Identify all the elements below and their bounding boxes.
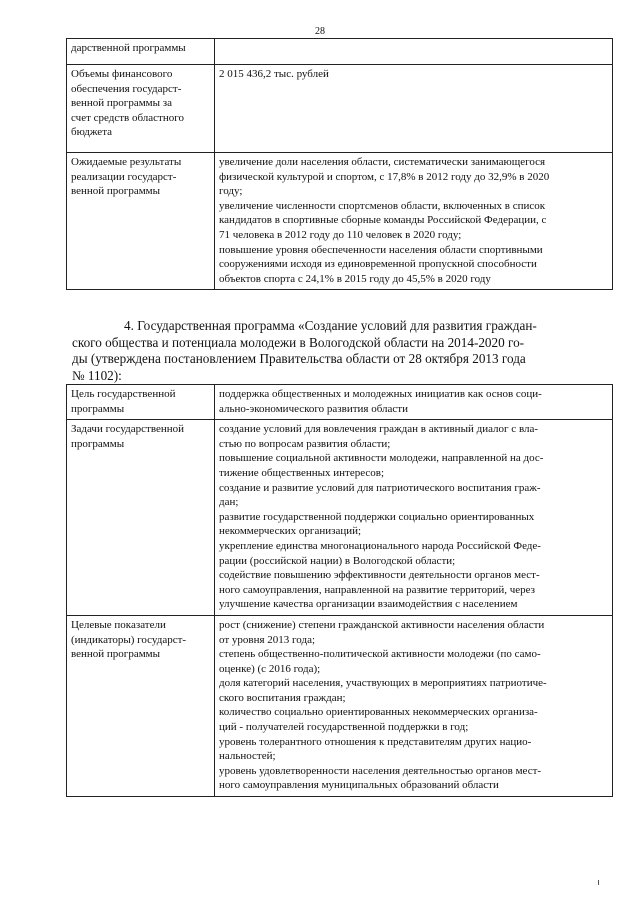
cell-line: ного самоуправления, направленной на развитие территорий, через [219, 583, 536, 596]
cell-line: венной программы [71, 185, 161, 198]
table-row [67, 153, 613, 290]
cell-line: бюджета [71, 126, 113, 139]
cell-line: 71 человека в 2012 году до 110 человек в 2020 году; [219, 228, 462, 241]
cell-line: кандидатов в спортивные сборные команды Российской Федерации, с [219, 214, 547, 227]
table-cell-value [215, 615, 613, 796]
cell-line: Задачи государственной [71, 423, 184, 436]
table-cell-value [215, 153, 613, 290]
cell-line: увеличение численности спортсменов области, включенных в список [219, 199, 546, 212]
cell-line: создание и развитие условий для патриотического воспитания граж- [219, 481, 541, 494]
heading-line: 4. Государственная программа «Создание условий для развития граждан- [124, 318, 537, 333]
cell-line: стью по вопросам развития области; [219, 437, 391, 450]
cell-line: физической культурой и спортом, с 17,8% в 2012 году до 32,9% в 2020 [219, 170, 550, 183]
cell-line: венной программы за [71, 97, 172, 110]
cell-line: ского воспитания граждан; [219, 691, 346, 704]
cell-line: ного самоуправления муниципальных образований области [219, 779, 499, 792]
cell-line: укрепление единства многонационального народа Российской Феде- [219, 539, 541, 552]
cell-line: сооружениями исходя из единовременной пропускной способности [219, 258, 537, 271]
cell-line: ций - получателей государственной поддержки в год; [219, 721, 469, 734]
table-cell-label [67, 420, 215, 616]
program-passport-table-2 [66, 384, 613, 797]
section-heading [72, 318, 614, 384]
cell-line: дан; [219, 496, 239, 509]
cell-line: повышение уровня обеспеченности населения области спортивными [219, 243, 543, 256]
cell-line: Целевые показатели [71, 618, 166, 631]
cell-line: оценке) (с 2016 года); [219, 662, 321, 675]
table-row [67, 385, 613, 420]
cell-line: улучшение качества организации взаимодействия с населением [219, 598, 518, 611]
cell-line: количество социально ориентированных некоммерческих организа- [219, 706, 538, 719]
cell-line: дарственной программы [71, 42, 186, 54]
program-passport-table-1 [66, 38, 613, 290]
cell-line: тижение общественных интересов; [219, 466, 385, 479]
scan-mark [598, 880, 599, 885]
cell-line: объектов спорта с 24,1% в 2015 году до 45,5% в 2020 году [219, 272, 491, 285]
cell-line: программы [71, 402, 125, 415]
cell-line: реализации государст- [71, 170, 177, 183]
cell-line: доля категорий населения, участвующих в мероприятиях патриотиче- [219, 677, 547, 690]
cell-line: содействие повышению эффективности деятельности органов мест- [219, 569, 540, 582]
table-cell-label [67, 153, 215, 290]
table-row [67, 615, 613, 796]
cell-line: рации (российской нации) в Вологодской области; [219, 554, 456, 567]
cell-line: развитие государственной поддержки социально ориентированных [219, 510, 535, 523]
table-cell-value [215, 39, 613, 65]
table-row [67, 420, 613, 616]
table-row [67, 65, 613, 153]
cell-line: увеличение доли населения области, систематически занимающегося [219, 156, 546, 168]
cell-line: от уровня 2013 года; [219, 633, 316, 646]
cell-line: программы [71, 437, 125, 450]
cell-line: ально-экономического развития области [219, 402, 408, 415]
cell-line: поддержка общественных и молодежных инициатив как основ соци- [219, 388, 542, 400]
cell-line: повышение социальной активности молодежи, направленной на дос- [219, 452, 544, 465]
cell-line: уровень толерантного отношения к представителям других нацио- [219, 735, 532, 748]
table-cell-label [67, 385, 215, 420]
table-row [67, 39, 613, 65]
cell-line: счет средств областного [71, 111, 184, 124]
heading-line: ского общества и потенциала молодежи в Вологодской области на 2014-2020 го- [72, 334, 525, 350]
cell-line: степень общественно-политической активности молодежи (по само- [219, 648, 541, 661]
page-number: 28 [315, 26, 325, 37]
cell-line: создание условий для вовлечения граждан в активный диалог с вла- [219, 423, 539, 436]
heading-line: ды (утверждена постановлением Правительства области от 28 октября 2013 года [72, 351, 526, 367]
cell-line: 2 015 436,2 тыс. рублей [219, 68, 329, 80]
table-cell-label [67, 39, 215, 65]
cell-line: уровень удовлетворенности населения деятельностью органов мест- [219, 764, 542, 777]
cell-line: рост (снижение) степени гражданской активности населения области [219, 618, 545, 631]
table-cell-label [67, 65, 215, 153]
cell-line: Объемы финансового [71, 68, 173, 80]
cell-line: нальностей; [219, 750, 276, 763]
cell-line: (индикаторы) государст- [71, 633, 187, 646]
cell-line: некоммерческих организаций; [219, 525, 362, 538]
cell-line: обеспечения государст- [71, 82, 182, 95]
table-cell-value [215, 65, 613, 153]
cell-line: венной программы [71, 648, 161, 661]
table-cell-label [67, 615, 215, 796]
cell-line: Ожидаемые результаты [71, 156, 182, 168]
table-cell-value [215, 385, 613, 420]
table-cell-value [215, 420, 613, 616]
cell-line: году; [219, 185, 243, 198]
heading-line: № 1102): [72, 367, 122, 383]
cell-line: Цель государственной [71, 388, 176, 400]
